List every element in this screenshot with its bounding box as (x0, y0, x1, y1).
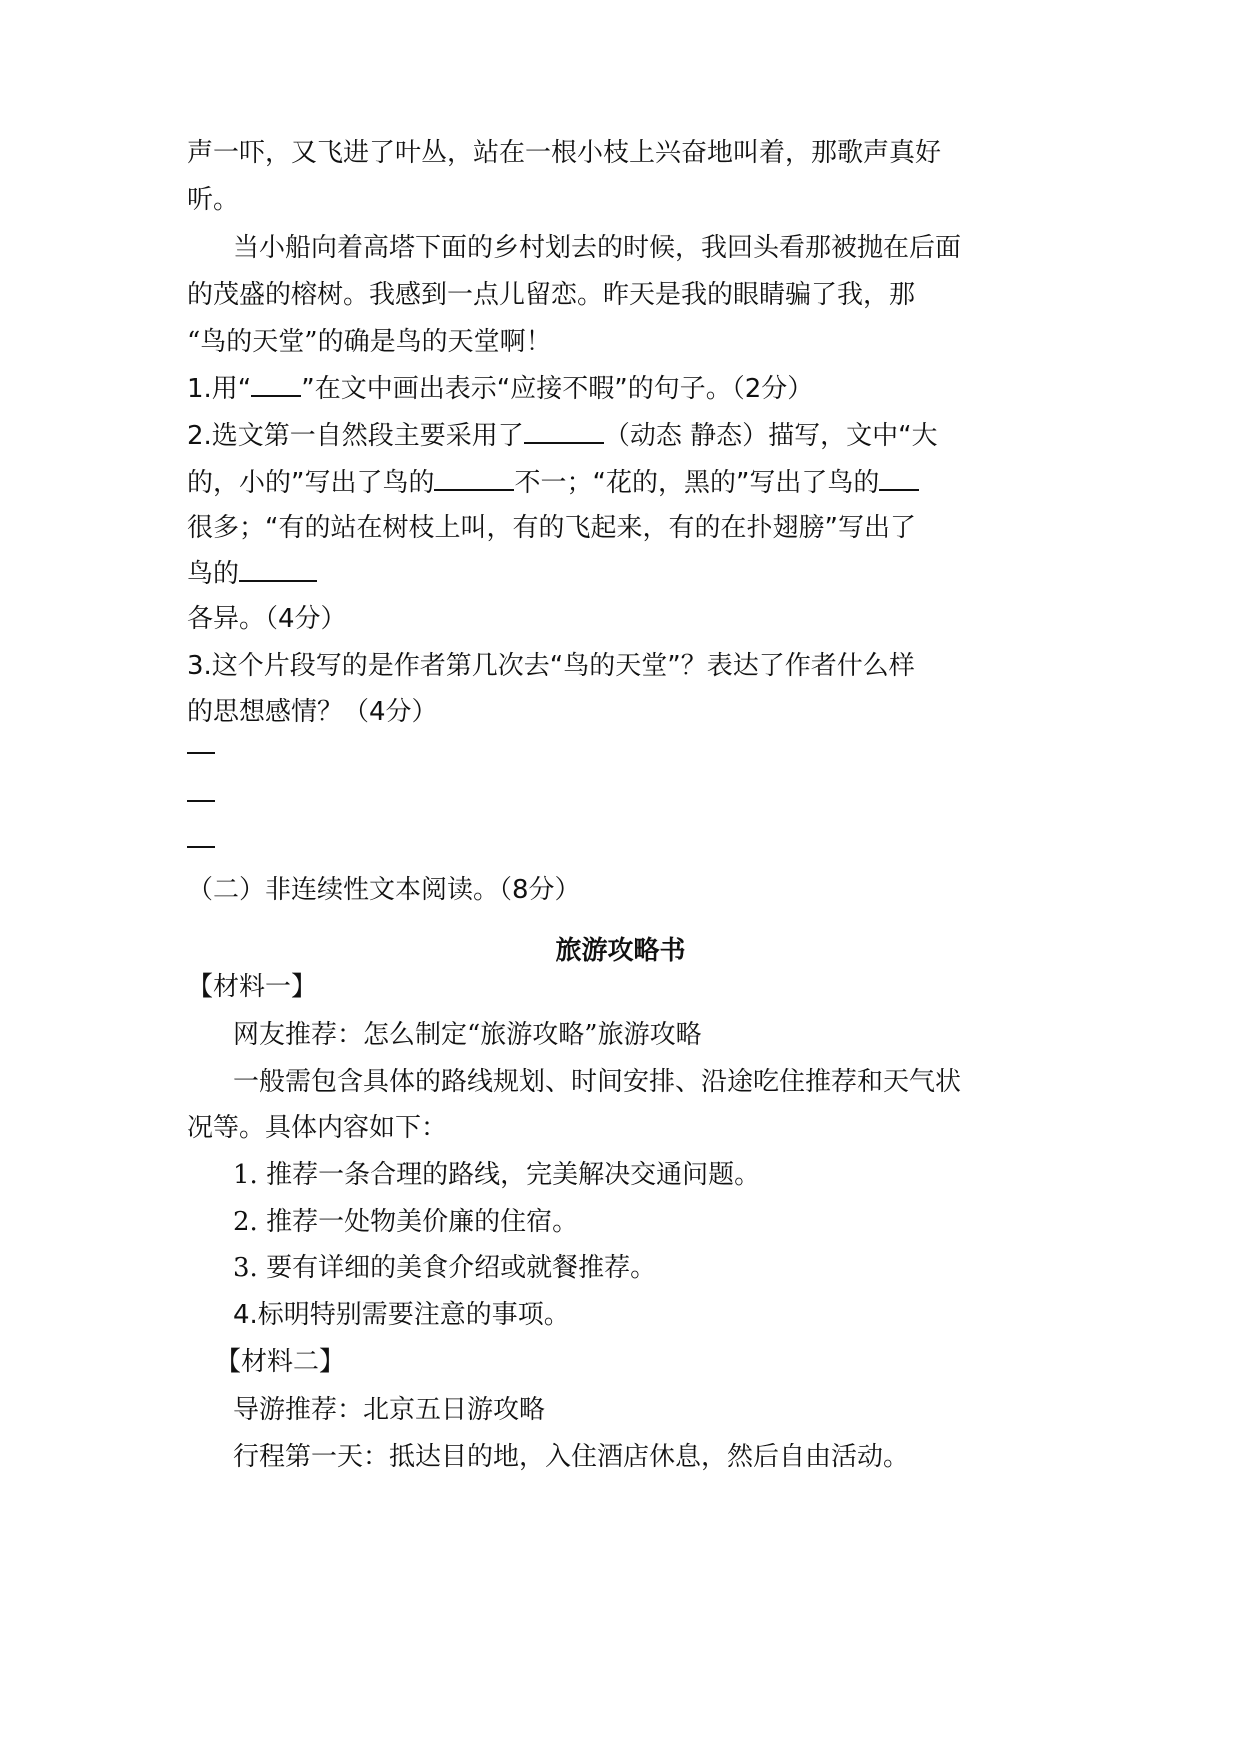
q1-text: ”在文中画出表示“应接不暇”的句子。（2分） (301, 374, 814, 404)
answer-blank[interactable] (239, 558, 317, 582)
answer-blank[interactable] (434, 467, 514, 491)
q1-text: 1.用“ (187, 374, 252, 404)
passage-line: 的茂盛的榕树。我感到一点儿留恋。昨天是我的眼睛骗了我，那 (187, 280, 916, 310)
q2-text: 的，小的”写出了鸟的 (187, 468, 435, 498)
q2-text: 不一；“花的，黑的”写出了鸟的 (514, 468, 880, 498)
material-2-intro: 导游推荐：北京五日游攻略 (233, 1395, 546, 1425)
list-item: 4.标明特别需要注意的事项。 (233, 1300, 570, 1330)
section-heading: （二）非连续性文本阅读。（8分） (187, 875, 581, 905)
q2-text: 2.选文第一自然段主要采用了 (187, 421, 524, 451)
passage-line: “鸟的天堂”的确是鸟的天堂啊！ (187, 327, 552, 357)
q2-text: 鸟的 (187, 559, 240, 589)
question-1 (187, 373, 813, 404)
answer-blank[interactable] (879, 467, 919, 491)
material-1-label: 【材料一】 (187, 972, 318, 1002)
list-item: 3. 要有详细的美食介绍或就餐推荐。 (233, 1253, 657, 1283)
answer-line[interactable] (187, 752, 215, 754)
question-2-line: 各异。（4分） (187, 604, 347, 634)
answer-blank[interactable] (524, 420, 604, 444)
passage-line: 听。 (187, 185, 240, 215)
passage-line: 当小船向着高塔下面的乡村划去的时候，我回头看那被抛在后面 (233, 233, 962, 263)
question-2 (187, 420, 938, 451)
passage-line: 声一吓，又飞进了叶丛，站在一根小枝上兴奋地叫着，那歌声真好 (187, 138, 942, 168)
material-1-text: 况等。具体内容如下： (187, 1113, 448, 1143)
question-2-line (187, 467, 919, 498)
answer-line[interactable] (187, 846, 215, 848)
q2-text: （动态 静态）描写，文中“大 (603, 421, 938, 451)
question-3: 3.这个片段写的是作者第几次去“鸟的天堂”？表达了作者什么样 (187, 651, 915, 681)
material-2-day1: 行程第一天：抵达目的地，入住酒店休息，然后自由活动。 (233, 1442, 910, 1472)
document-title: 旅游攻略书 (555, 936, 686, 966)
question-2-line (187, 558, 317, 589)
material-1-intro: 网友推荐：怎么制定“旅游攻略”旅游攻略 (233, 1020, 702, 1050)
material-1-text: 一般需包含具体的路线规划、时间安排、沿途吃住推荐和天气状 (233, 1067, 962, 1097)
answer-line[interactable] (187, 800, 215, 802)
list-item: 1. 推荐一条合理的路线，完美解决交通问题。 (233, 1160, 761, 1190)
question-2-line: 很多；“有的站在树枝上叫，有的飞起来，有的在扑翅膀”写出了 (187, 513, 916, 543)
list-item: 2. 推荐一处物美价廉的住宿。 (233, 1207, 579, 1237)
material-2-label: 【材料二】 (215, 1347, 346, 1377)
question-3-line: 的思想感情？（4分） (187, 697, 438, 727)
answer-blank[interactable] (251, 373, 301, 397)
